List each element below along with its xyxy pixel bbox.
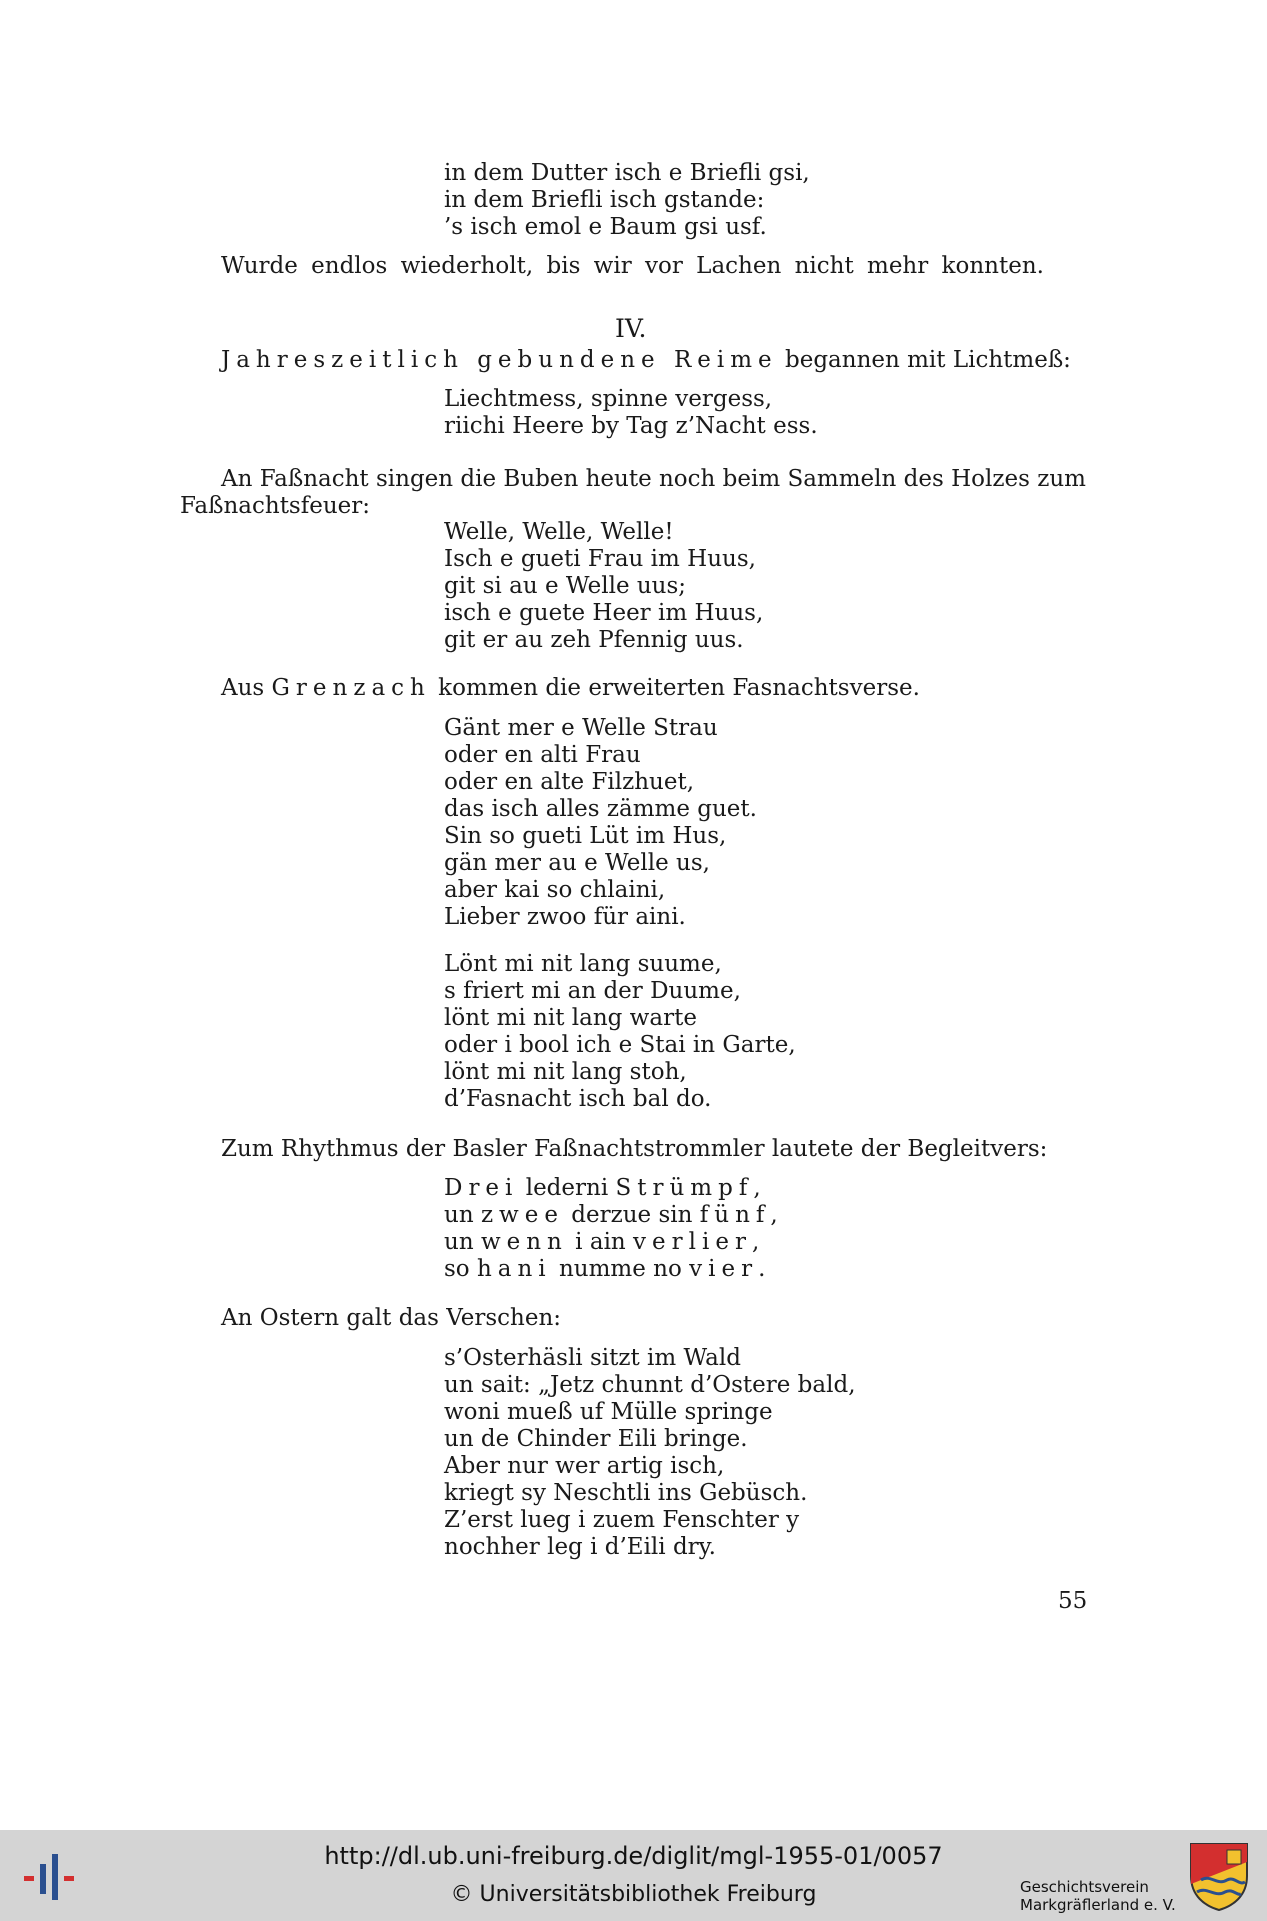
paragraph-ostern: An Ostern galt das Verschen: <box>221 1305 562 1331</box>
verse-line: in dem Dutter isch e Briefli gsi, <box>444 160 810 186</box>
verse-line: s friert mi an der Duume, <box>444 978 741 1004</box>
verse-line: kriegt sy Neschtli ins Gebüsch. <box>444 1480 808 1506</box>
paragraph-text: Aus <box>221 675 272 701</box>
verse-line: lönt mi nit lang stoh, <box>444 1059 687 1085</box>
paragraph-lichtmess <box>221 347 1071 374</box>
paragraph-text: kommen die erweiterten Fasnachtsverse. <box>430 675 920 701</box>
verse-line: Welle, Welle, Welle! <box>444 519 674 545</box>
paragraph-laughter: Wurde endlos wiederholt, bis wir vor Lachen nicht mehr konnten. <box>221 253 1044 279</box>
verse-line: oder en alte Filzhuet, <box>444 769 695 795</box>
verse-welle <box>444 519 763 654</box>
spaced-word: hani <box>476 1256 552 1282</box>
verse-line: ’s isch emol e Baum gsi usf. <box>444 214 767 240</box>
verse-line: Aber nur wer artig isch, <box>444 1453 725 1479</box>
spaced-word: wenn <box>480 1229 568 1255</box>
section-heading: IV. <box>615 314 647 343</box>
verse-line: Z’erst lueg i zuem Fenschter y <box>444 1507 800 1533</box>
verse-line: isch e guete Heer im Huus, <box>444 600 764 626</box>
society-line: Geschichtsverein <box>1020 1878 1149 1896</box>
coat-of-arms-icon <box>1187 1840 1251 1912</box>
verse-dutter <box>444 160 810 241</box>
verse-strau <box>444 715 757 931</box>
verse-line: oder en alti Frau <box>444 742 641 768</box>
verse-line: d’Fasnacht isch bal do. <box>444 1086 712 1112</box>
spaced-word: Drei <box>444 1175 519 1201</box>
verse-line: riichi Heere by Tag z’Nacht ess. <box>444 413 818 439</box>
verse-line <box>444 1229 778 1256</box>
permalink-url[interactable]: http://dl.ub.uni-freiburg.de/diglit/mgl-1955-01/0057 <box>324 1842 943 1870</box>
verse-line: das isch alles zämme guet. <box>444 796 757 822</box>
spaced-word: verlier <box>633 1229 752 1255</box>
paragraph-basler: Zum Rhythmus der Basler Faßnachtstrommler lautete der Begleitvers: <box>221 1136 1048 1162</box>
verse-lichtmess <box>444 386 818 440</box>
page-number: 55 <box>1058 1588 1088 1614</box>
verse-line <box>444 1175 778 1202</box>
verse-text: , <box>753 1175 761 1201</box>
verse-text: . <box>758 1256 766 1282</box>
verse-line: un de Chinder Eili bringe. <box>444 1426 748 1452</box>
verse-line: in dem Briefli isch gstande: <box>444 187 765 213</box>
viewer-footer <box>0 1830 1267 1921</box>
verse-line: oder i bool ich e Stai in Garte, <box>444 1032 796 1058</box>
paragraph-fassnacht-line2: Faßnachtsfeuer: <box>180 493 371 519</box>
verse-line: Liechtmess, spinne vergess, <box>444 386 773 412</box>
society-name <box>1020 1878 1176 1914</box>
verse-line: Sin so gueti Lüt im Hus, <box>444 823 727 849</box>
verse-line <box>444 1202 778 1229</box>
paragraph-fassnacht-line1: An Faßnacht singen die Buben heute noch beim Sammeln des Holzes zum <box>221 466 1086 492</box>
paragraph-text: begannen mit Lichtmeß: <box>777 347 1071 373</box>
verse-line: nochher leg i d’Eili dry. <box>444 1534 716 1560</box>
spaced-word: fünf <box>699 1202 771 1228</box>
spaced-word: Strümpf <box>615 1175 754 1201</box>
verse-suume <box>444 951 796 1113</box>
verse-line: aber kai so chlaini, <box>444 877 666 903</box>
society-line: Markgräflerland e. V. <box>1020 1896 1176 1914</box>
spaced-term: Jahreszeitlich gebundene Reime <box>221 347 778 373</box>
verse-text: , <box>751 1229 760 1255</box>
paragraph-grenzach <box>221 675 920 702</box>
verse-line: Gänt mer e Welle Strau <box>444 715 718 741</box>
verse-struempf <box>444 1175 778 1283</box>
verse-line: un sait: „Jetz chunnt d’Ostere bald, <box>444 1372 856 1398</box>
verse-line: Lieber zwoo für aini. <box>444 904 686 930</box>
verse-text: so <box>444 1256 477 1282</box>
verse-line: s’Osterhäsli sitzt im Wald <box>444 1345 741 1371</box>
verse-line: gän mer au e Welle us, <box>444 850 710 876</box>
verse-line: woni mueß uf Mülle springe <box>444 1399 773 1425</box>
spaced-word: zwee <box>480 1202 564 1228</box>
verse-line: lönt mi nit lang warte <box>444 1005 697 1031</box>
verse-line: git si au e Welle uus; <box>444 573 687 599</box>
copyright-notice: © Universitätsbibliothek Freiburg <box>450 1882 817 1907</box>
verse-line <box>444 1256 778 1283</box>
verse-line: git er au zeh Pfennig uus. <box>444 627 744 653</box>
verse-line: Isch e gueti Frau im Huus, <box>444 546 756 572</box>
spaced-word: vier <box>689 1256 759 1282</box>
verse-text: lederni <box>518 1175 616 1201</box>
verse-text: derzue sin <box>563 1202 700 1228</box>
verse-line: Lönt mi nit lang suume, <box>444 951 722 977</box>
spaced-term: Grenzach <box>271 675 431 701</box>
verse-text: , <box>770 1202 778 1228</box>
verse-text: numme no <box>551 1256 690 1282</box>
verse-text: un <box>444 1229 481 1255</box>
verse-text: i ain <box>567 1229 634 1255</box>
verse-osterhaesli <box>444 1345 856 1561</box>
verse-text: un <box>444 1202 481 1228</box>
